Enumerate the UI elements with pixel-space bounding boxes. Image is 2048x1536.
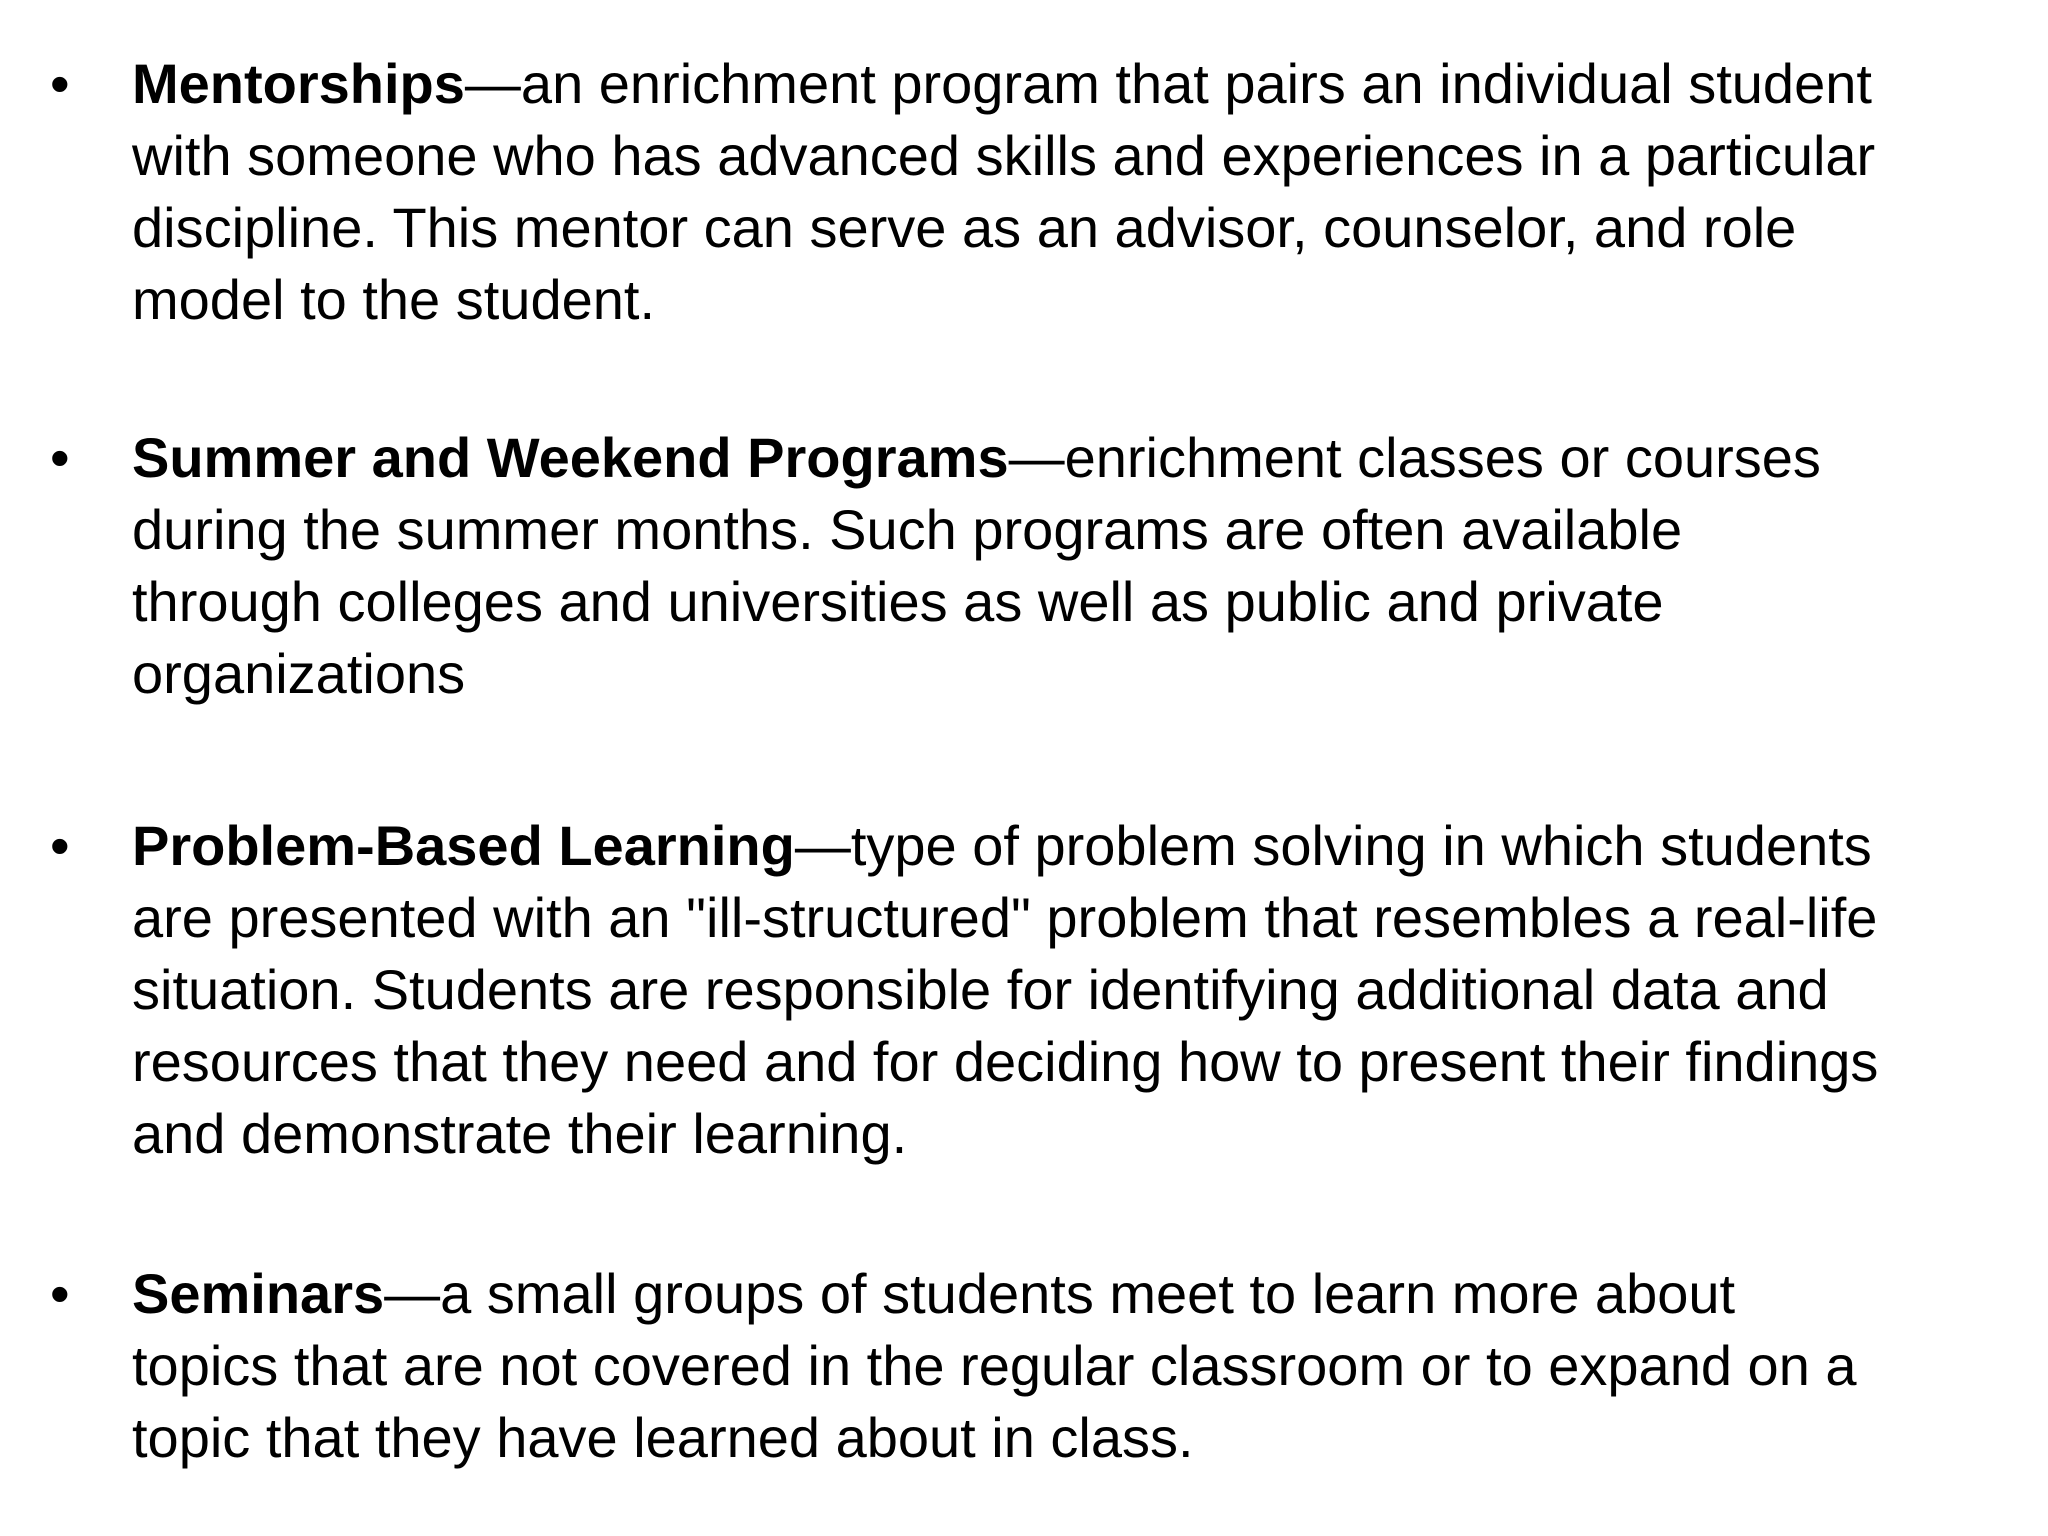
item-first-line (132, 422, 2048, 494)
item-term: Mentorships (132, 52, 465, 115)
item-line: topics that are not covered in the regular classroom or to expand on a (132, 1334, 1857, 1397)
item-first-line (132, 48, 2048, 120)
item-line: topic that they have learned about in class. (132, 1406, 1194, 1469)
item-first-line (132, 810, 2048, 882)
item-term: Problem-Based Learning (132, 814, 795, 877)
item-line: with someone who has advanced skills and experiences in a particular (132, 124, 1876, 187)
bullet-icon: • (50, 814, 70, 877)
item-definition-start: —an enrichment program that pairs an individual student (464, 52, 1872, 115)
item-line: during the summer months. Such programs are often available (132, 498, 1683, 561)
bullet-icon: • (50, 52, 70, 115)
bullet-icon: • (50, 426, 70, 489)
item-line: through colleges and universities as well as public and private (132, 570, 1664, 633)
item-text (132, 810, 2048, 1170)
item-line: discipline. This mentor can serve as an advisor, counselor, and role (132, 196, 1797, 259)
item-line: are presented with an "ill-structured" problem that resembles a real-life (132, 886, 1878, 949)
item-line: and demonstrate their learning. (132, 1102, 908, 1165)
item-text (132, 422, 2048, 710)
item-definition-start: —type of problem solving in which students (794, 814, 1872, 877)
item-line: organizations (132, 642, 466, 705)
bullet-icon: • (50, 1262, 70, 1325)
item-first-line (132, 1258, 2048, 1330)
item-term: Seminars (132, 1262, 385, 1325)
item-line: model to the student. (132, 268, 656, 331)
item-definition-start: —enrichment classes or courses (1008, 426, 1821, 489)
item-text (132, 48, 2048, 336)
item-term: Summer and Weekend Programs (132, 426, 1009, 489)
item-line: resources that they need and for deciding how to present their findings (132, 1030, 1879, 1093)
item-text (132, 1258, 2048, 1474)
item-definition-start: —a small groups of students meet to learn more about (384, 1262, 1736, 1325)
item-line: situation. Students are responsible for identifying additional data and (132, 958, 1829, 1021)
